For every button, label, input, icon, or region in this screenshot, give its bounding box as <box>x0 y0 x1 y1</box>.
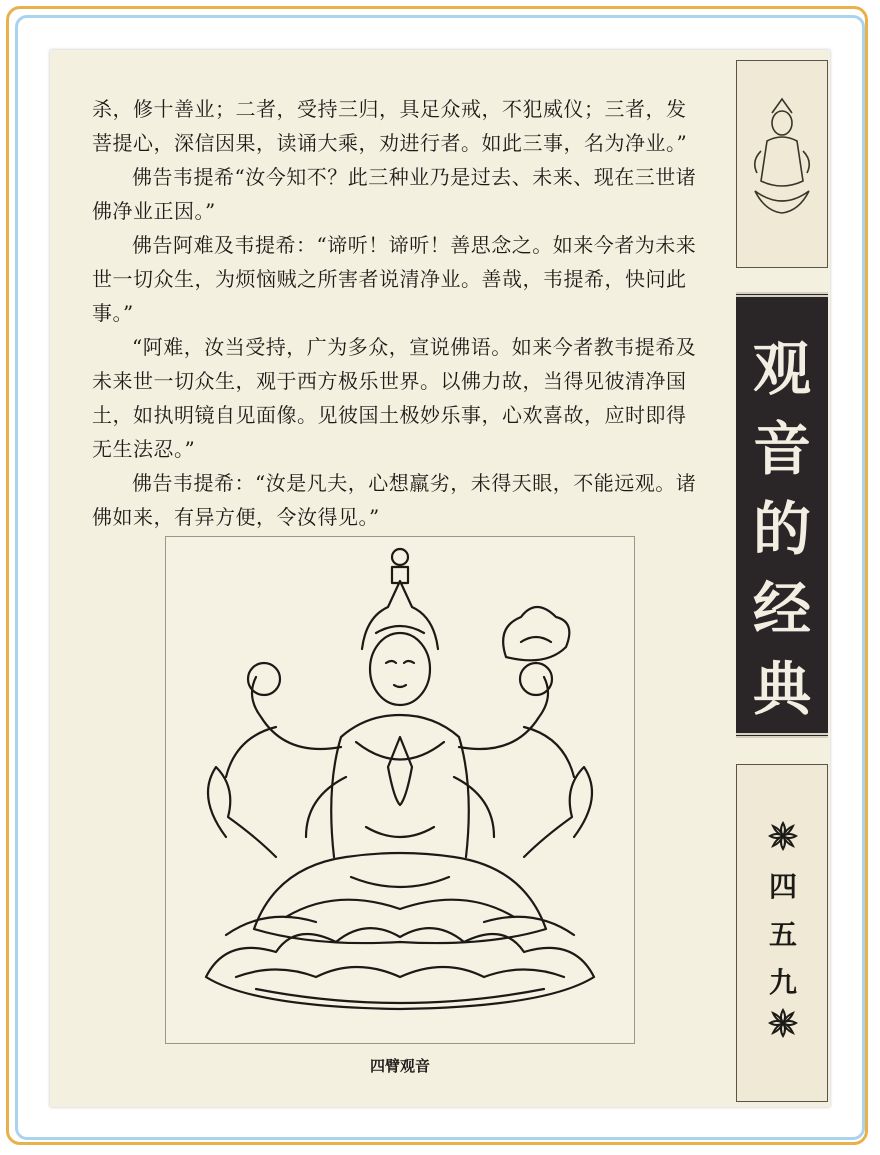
page-number-char: 四 <box>768 870 797 903</box>
title-char: 音 <box>752 415 811 483</box>
page-number <box>737 863 829 1007</box>
body-text <box>92 92 704 534</box>
title-char: 的 <box>752 495 811 563</box>
page-number-char: 五 <box>768 918 797 951</box>
page-number-char: 九 <box>768 966 797 999</box>
guanyin-emblem-icon <box>737 61 827 267</box>
sidebar-top-emblem <box>736 60 828 268</box>
flower-ornament-icon <box>767 820 799 852</box>
paragraph-3: 佛告阿难及韦提希：“谛听！谛听！善思念之。如来今者为未来世一切众生，为烦恼贼之所害者说清净业。善哉，韦提希，快问此事。” <box>92 233 697 325</box>
title-char: 典 <box>752 655 811 723</box>
book-title <box>736 329 828 729</box>
page-number-panel <box>736 764 828 1102</box>
paragraph-2: 佛告韦提希“汝今知不？此三种业乃是过去、未来、现在三世诸佛净业正因。” <box>92 165 697 223</box>
paragraph-5: 佛告韦提希：“汝是凡夫，心想羸劣，未得天眼，不能远观。诸佛如来，有异方便，令汝得见。” <box>92 471 697 529</box>
flower-ornament-icon <box>767 1007 799 1039</box>
title-char: 经 <box>752 575 811 643</box>
paragraph-1: 杀，修十善业；二者，受持三归，具足众戒，不犯威仪；三者，发菩提心，深信因果，读诵大乘，劝进行者。如此三事，名为净业。” <box>92 97 688 155</box>
title-char: 观 <box>752 335 811 403</box>
guanyin-line-drawing <box>166 537 634 1043</box>
four-armed-guanyin-illustration <box>165 536 635 1044</box>
book-title-band <box>736 292 828 738</box>
illustration-caption: 四臂观音 <box>369 1057 430 1075</box>
paragraph-4: “阿难，汝当受持，广为多众，宣说佛语。如来今者教韦提希及未来世一切众生，观于西方极乐世界。以佛力故，当得见彼清净国土，如执明镜自见面像。见彼国土极妙乐事，心欢喜故，应时即得无生法忍。” <box>92 335 697 461</box>
